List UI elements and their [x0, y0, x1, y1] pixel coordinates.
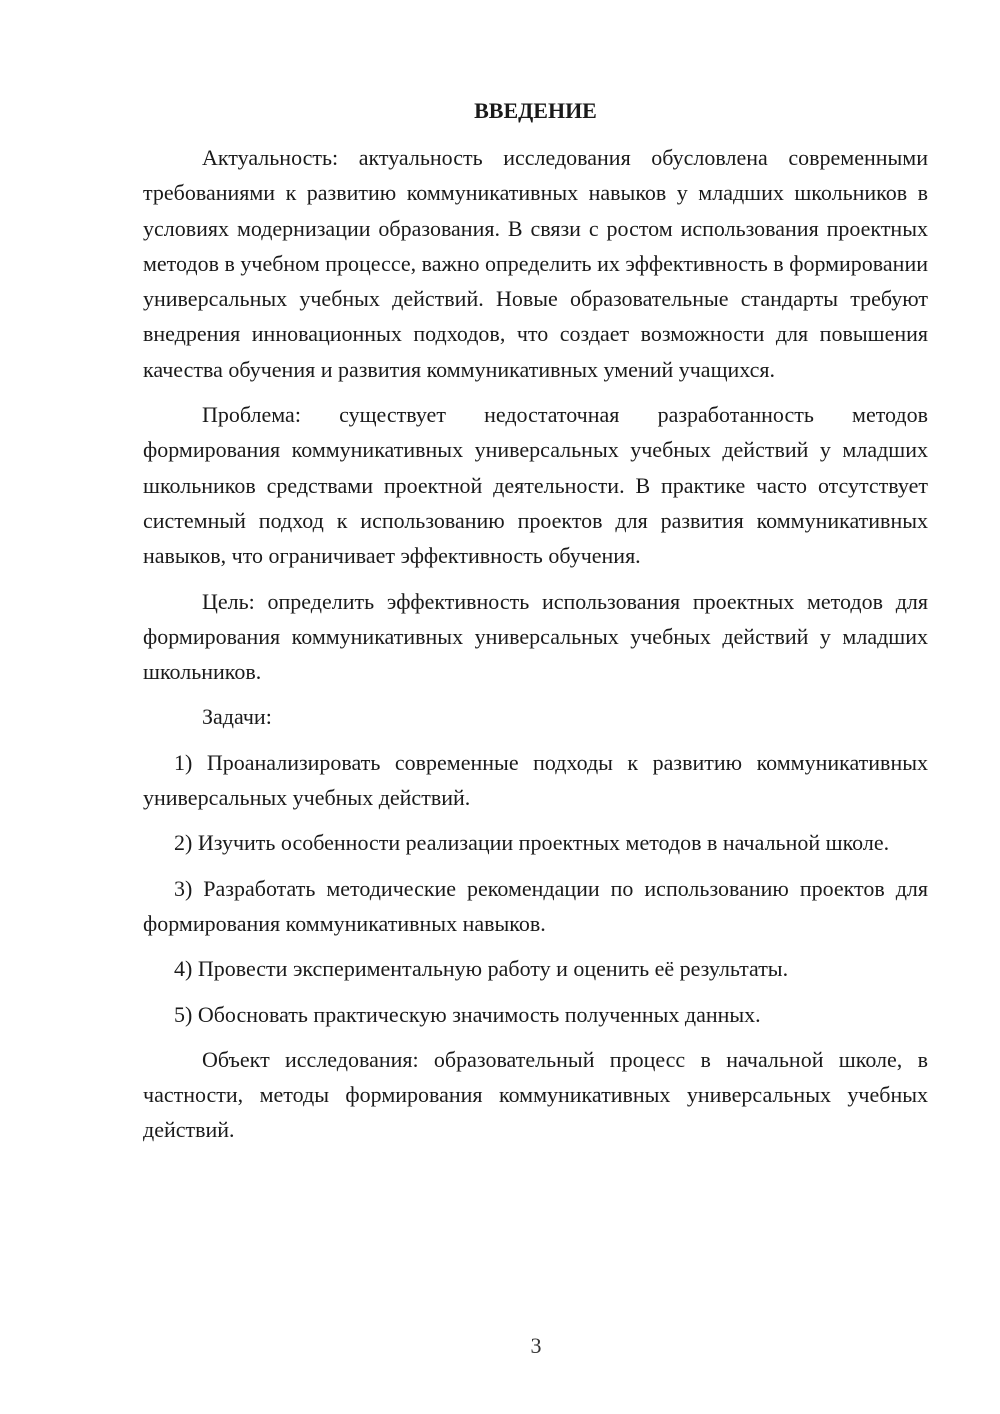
paragraph-relevance: Актуальность: актуальность исследования обусловлена современными требованиями к развитию коммуникативных навыков у младших школьников в условиях модернизации образования. В связи с ростом использования проектных методов в учебном процессе, важно определить их эффективность в формировании универсальных учебных действий. Новые образовательные стандарты требуют внедрения инновационных подходов, что создает возможности для повышения качества обучения и развития коммуникативных умений учащихся.: [143, 145, 928, 382]
task-item-2: 2) Изучить особенности реализации проектных методов в начальной школе.: [174, 830, 890, 856]
page-content: [143, 93, 928, 1148]
paragraph-object: Объект исследования: образовательный процесс в начальной школе, в частности, методы формирования коммуникативных универсальных учебных действий.: [143, 1046, 928, 1143]
paragraph-goal: Цель: определить эффективность использования проектных методов для формирования коммуникативных универсальных учебных действий у младших школьников.: [143, 588, 928, 685]
section-heading: ВВЕДЕНИЕ: [474, 98, 597, 123]
task-item-1: 1) Проанализировать современные подходы к развитию коммуникативных универсальных учебных действий.: [143, 749, 928, 811]
page-number: 3: [530, 1333, 542, 1358]
paragraph-tasks-label: Задачи:: [202, 704, 272, 730]
task-item-4: 4) Провести экспериментальную работу и оценить её результаты.: [174, 956, 789, 982]
paragraph-problem: Проблема: существует недостаточная разработанность методов формирования коммуникативных универсальных учебных действий у младших школьников средствами проектной деятельности. В практике часто отсутствует системный подход к использованию проектов для развития коммуникативных навыков, что ограничивает эффективность обучения.: [143, 402, 928, 569]
task-item-5: 5) Обосновать практическую значимость полученных данных.: [174, 1001, 761, 1027]
task-item-3: 3) Разработать методические рекомендации по использованию проектов для формирования коммуникативных навыков.: [143, 875, 928, 936]
